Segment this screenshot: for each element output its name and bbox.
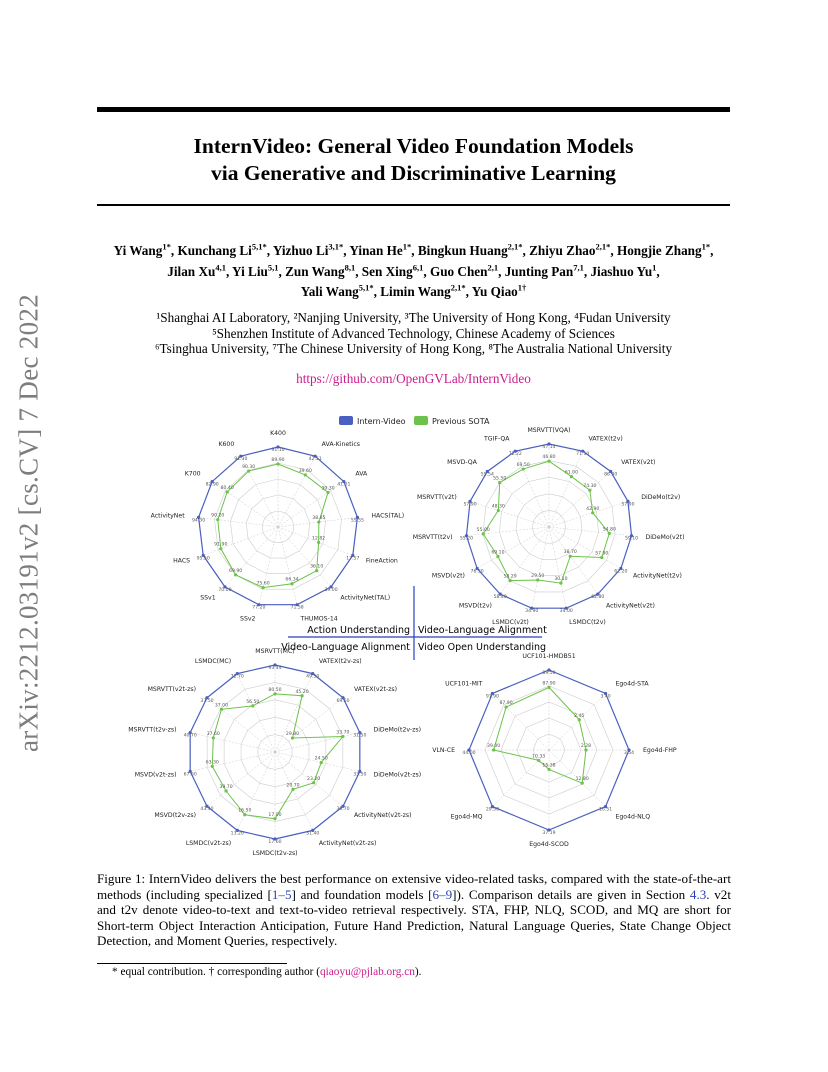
author-name: Kunchang Li [177,243,252,258]
radar-value-label: 58.29 [503,574,517,580]
author-name: Yizhuo Li [272,243,329,258]
author-name: Yi Wang [113,243,163,258]
author-affiliation-marker: 2,1 [487,262,499,273]
radar-value-label: 29.50 [531,574,545,580]
citation-link[interactable]: 1–5 [271,886,292,902]
radar-value-label: 82.90 [205,482,219,488]
author-name: Yu Qiao [471,284,518,299]
radar-axis-label: FineAction [365,557,398,565]
radar-value-label: 86.90 [604,472,618,478]
title-line-1: InternVideo: General Video Foundation Models [193,134,634,158]
citation-link[interactable]: 6–9 [432,886,453,902]
radar-value-label: 89.50 [542,671,556,676]
radar-spoke [549,527,598,594]
radar-value-label: 29.80 [285,732,300,738]
radar-value-label: 17.57 [346,556,360,562]
radar-value-label: 34.90 [525,609,539,615]
radar-value-label: 66.34 [285,577,299,583]
radar-chart [128,648,421,857]
author-name: Sen Xing [361,263,413,279]
radar-axis-label: MSRVTT(MC) [255,648,295,655]
author-name: Yali Wang [300,284,359,299]
radar-value-label: 39.30 [321,486,335,492]
radar-value-label: 36.10 [310,564,324,570]
radar-value-label: 74.30 [583,484,597,490]
radar-value-label: 91.90 [485,694,500,700]
radar-value-label: 91.10 [271,448,285,453]
radar-axis-label: SSv1 [200,594,216,602]
radar-value-label: 39.70 [219,785,233,791]
quadrant-label: Video-Language Alignment [281,642,410,653]
radar-value-label: 71.10 [576,452,590,458]
radar-value-label: 87.90 [542,681,556,687]
radar-value-label: 62.20 [614,569,628,575]
radar-value-label: 91.30 [234,457,248,463]
radar-spoke [190,752,275,771]
radar-axis-label: VATEX(v2t) [621,459,656,467]
radar-value-label: 33.70 [336,730,350,736]
radar-axis-label: DiDeMo(v2t-zs) [373,771,422,779]
author-line-2: Jilan Xu$^{4,1}$, Yi Liu$^{5,1}$, Zun Wang$^{8,1}$, Sen Xing$^{6,1}$, Guo Chen$^{2,1}$, Junting Pan$^{7,1}$, Jiashuo Yu$^1$, [167,262,660,279]
radar-axis-label: DiDeMo(t2v) [641,494,681,502]
radar-axis-label: K400 [270,430,286,437]
radar-spoke [278,527,297,605]
quadrant-label: Action Understanding [307,625,410,636]
radar-value-label: 48.30 [491,504,505,510]
radar-value-label: 49.50 [306,674,320,680]
section-link[interactable]: 4.3 [689,886,707,902]
radar-value-label: 55.00 [476,527,490,533]
legend-label: Intern-Video [357,417,406,426]
radar-value-label: 95.50 [196,556,210,562]
radar-value-label: 80.40 [220,485,234,491]
radar-chart [413,427,685,626]
radar-value-label: 61.00 [564,470,579,476]
radar-value-label: 2.45 [574,713,585,719]
radar-spoke [500,527,549,594]
radar-chart [432,653,677,848]
author-name: Junting Pan [504,263,574,279]
author-affiliation-marker: 2,1* [507,241,523,252]
radar-axis-label: Ego4d-SCOD [529,841,569,848]
radar-value-label: 63.30 [205,760,219,766]
radar-value-label: 57.90 [463,502,477,508]
radar-axis-label: LSMDC(MC) [194,658,232,666]
radar-axis-label: LSMDC(v2t-zs) [185,839,232,847]
radar-value-label: 58.40 [493,595,507,601]
radar-spoke [470,501,549,527]
radar-axis-label: K600 [218,440,235,448]
radar-axis-label: K700 [184,470,201,478]
radar-axis-label: Ego4d-STA [615,680,649,688]
email-link[interactable]: qiaoyu@pjlab.org.cn [320,966,415,978]
radar-value-label: 80.50 [268,687,282,693]
radar-value-label: 37.60 [206,731,220,737]
radar-spoke [259,527,278,605]
affiliation-line: ¹Shanghai AI Laboratory, ²Nanjing University, ³The University of Hong Kong, ⁴Fudan University [156,310,671,325]
author-affiliation-marker: 2,1* [450,282,466,293]
radar-value-label: 71.58 [290,605,304,611]
radar-value-label: 42.51 [308,457,322,463]
radar-value-label: 29.50 [485,807,500,813]
radar-value-label: 24.50 [314,756,328,762]
radar-value-label: 77.20 [252,605,266,611]
author-name: Bingkun Huang [417,243,508,258]
radar-value-label: 16.51 [598,807,613,813]
radar-value-label: 55.55 [350,518,364,524]
radar-value-label: 55.50 [493,476,507,482]
radar-axis-label: DiDeMo(v2t) [645,534,685,542]
radar-value-label: 56.50 [246,699,260,705]
radar-value-label: 93.44 [268,666,282,671]
author-name: Limin Wang [380,284,451,299]
radar-value-label: 87.90 [499,701,513,707]
radar-axis-label: ActivityNet(v2t) [606,602,655,610]
author-affiliation-marker: 5,1* [251,241,267,252]
author-affiliation-marker: 5,1 [267,262,279,273]
title-line-2: via Generative and Discriminative Learning [211,161,616,185]
radar-value-label: 17.00 [268,812,282,818]
radar-value-label: 39.00 [324,587,338,593]
author-line-1: Yi Wang$^{1*}$, Kunchang $Li^{5,1*}$, Yizhuo $Li^{3,1*}$, Yinan $He^{1*}$, Bingkun Huang$^{2,1*}$, Zhiyu Zhao$^{2,1*}$, Hongjie Zhang$^{1*}$, [113,241,714,258]
quadrant-label: Video Open Understanding [418,642,547,653]
author-name: Guo Chen [429,263,488,279]
radar-value-label: 39.60 [298,468,312,474]
radar-value-label: 62.80 [591,595,605,601]
author-affiliation-marker: 2,1* [595,241,611,252]
author-affiliation-marker: 3,1* [328,241,344,252]
radar-spoke [549,451,583,527]
radar-axis-label: ActivityNet [150,512,185,520]
radar-axis-label: MSRVTT(v2t-zs) [147,686,197,694]
radar-axis-label: Ego4d-FHP [643,747,677,754]
radar-axis-label: MSRVTT(VQA) [527,427,571,434]
radar-axis-label: LSMDC(t2v) [569,618,606,626]
radar-spoke [278,456,315,527]
caption-text: . v2t and t2v denote video-to-text and text-to-video retrieval respectively. STA, FHP, NLQ, SCOD, and MQ are short for Short-term Object Interaction Anticipation, Future Hand Prediction, Natural Language Queries, State Change Object Detection, and Moment Queries, respectively. [97,886,731,949]
radar-value-label: 72.70 [230,674,244,680]
radar-axis-label: LSMDC(v2t) [492,618,529,626]
radar-value-label: 43.40 [200,807,214,813]
radar-value-label: 13.20 [230,831,244,837]
radar-spoke [190,733,275,752]
author-affiliation-marker: 1* [402,241,412,252]
radar-value-label: 75.60 [256,581,270,587]
radar-axis-label: UCF101-MIT [445,680,483,688]
radar-axis-label: VATEX(v2t-zs) [353,686,398,694]
radar-axis-label: MSRVTT(v2t) [416,494,457,502]
radar-axis-label: UCF101-HMDB51 [522,653,576,660]
footnote-rule [97,963,287,964]
author-affiliation-marker: 1* [162,241,171,252]
radar-axis-label: VATEX(t2v) [588,435,623,443]
radar-value-label: 3.40 [600,694,611,700]
caption-text: ] and foundation models [ [291,886,433,902]
radar-value-label: 15.38 [542,763,556,769]
legend-swatch-internvideo [339,416,353,425]
author-line-3: Yali Wang$^{5,1*}$, Limin Wang$^{2,1*}$, Yu Qiao$^{1\dagger}$ [300,282,527,299]
radar-value-label: 69.50 [516,463,530,469]
radar-value-label: 44.00 [462,751,476,756]
caption-text: Figure 1: InternVideo delivers the best performance on extensive video-related tasks, compared with the state-of-the-art methods (including specialized [ [97,871,731,902]
radar-axis-label: MSVD(v2t-zs) [134,771,177,779]
radar-value-label: 90.30 [242,465,256,471]
radar-axis-label: MSVD(v2t) [431,572,465,580]
radar-axis-label: MSVD(t2v-zs) [154,811,197,819]
radar-value-label: 37.19 [542,831,556,836]
radar-value-label: 72.22 [508,452,522,458]
radar-axis-label: VATEX(t2v-zs) [318,658,362,666]
radar-value-label: 38.70 [563,550,577,556]
radar-value-label: 23.20 [307,776,321,782]
radar-value-label: 17.60 [268,840,282,845]
radar-value-label: 39.00 [487,744,501,749]
radar-value-label: 47.14 [542,445,556,450]
radar-axis-label: MSVD(t2v) [458,602,492,610]
radar-chart [151,430,404,622]
radar-axis-label: MSVD-QA [447,459,477,467]
radar-axis-label: Ego4d-NLQ [615,813,651,821]
radar-spoke [203,527,278,555]
radar-value-label: 59.10 [624,536,639,542]
figure-legend [339,416,490,426]
radar-axis-label: SSv2 [240,615,256,623]
radar-value-label: 31.50 [353,733,367,739]
radar-value-label: 12.82 [312,536,326,542]
radar-value-label: 54.80 [602,527,616,533]
author-name: Jiashuo Yu [590,263,653,279]
author-affiliation-marker: 5,1* [358,282,374,293]
figure-caption [97,871,731,949]
footnote [112,966,422,978]
radar-value-label: 69.10 [491,550,505,556]
radar-value-label: 34.00 [559,609,573,615]
radar-value-label: 37.50 [200,698,214,704]
radar-axis-label: TGIF-QA [484,435,510,443]
radar-value-label: 67.60 [183,772,197,778]
footnote-text: * equal contribution. † corresponding author ( [112,966,320,978]
radar-axis-label: VLN-CE [432,747,455,754]
radar-axis-label: THUMOS-14 [300,615,338,623]
author-affiliation-marker: 7,1 [573,262,584,273]
radar-spoke [225,527,278,587]
affiliation-line: ⁵Shenzhen Institute of Advanced Technology, Chinese Academy of Sciences [212,325,615,341]
radar-value-label: 37.00 [214,703,229,709]
author-name: Zun Wang [285,263,345,279]
radar-value-label: 31.40 [306,831,320,837]
radar-axis-label: MSRVTT(t2v-zs) [128,726,177,734]
radar-value-label: 3.54 [623,751,635,756]
radar-value-label: 33.50 [353,772,367,778]
radar-axis-label: MSRVTT(t2v) [412,534,453,542]
radar-value-label: 76.30 [470,569,484,575]
author-affiliation-marker: 4,1 [215,262,226,273]
author-name: Jilan Xu [167,263,216,279]
radar-value-label: 70.00 [218,587,232,593]
author-affiliation-marker: 1* [701,241,711,252]
author-affiliation-marker: 8,1 [344,262,356,273]
radar-axis-label: HACS(TAL) [371,512,405,520]
radar-value-label: 69.50 [336,698,350,704]
author-affiliation-marker: 1† [517,282,527,293]
radar-axis-label: HACS [173,557,191,565]
radar-axis-label: Ego4d-MQ [450,813,483,821]
radar-axis-label: ActivityNet(TAL) [340,594,391,602]
radar-value-label: 94.30 [192,518,206,524]
legend-swatch-prev-sota [414,416,428,425]
radar-value-label: 2.28 [580,744,592,749]
radar-value-label: 69.90 [229,568,243,574]
radar-value-label: 55.54 [480,472,494,478]
radar-axis-label: ActivityNet(v2t-zs) [353,811,412,819]
caption-text: ]). Comparison details are given in Section [452,886,690,902]
radar-axis-label: AVA [355,470,368,478]
radar-value-label: 20.70 [286,783,300,789]
author-name: Yi Liu [232,263,268,279]
radar-value-label: 57.90 [595,551,609,557]
radar-value-label: 38.85 [312,516,326,522]
affiliation-line: ⁶Tsinghua University, ⁷The Chinese University of Hong Kong, ⁸The Australia National University [154,341,673,356]
radar-value-label: 12.80 [575,777,589,783]
radar-value-label: 46.80 [542,455,556,461]
radar-value-label: 91.90 [214,542,228,548]
author-name: Hongjie Zhang [616,243,702,258]
radar-value-label: 55.20 [459,536,474,542]
radar-axis-label: ActivityNet(t2v) [633,572,682,580]
radar-axis-label: AVA-Kinetics [321,440,360,448]
radar-value-label: 89.90 [271,458,285,464]
radar-value-label: 42.90 [586,506,600,512]
legend-label: Previous SOTA [432,417,490,426]
arxiv-stamp-text: arXiv:2212.03191v2 [cs.CV] 7 Dec 2022 [13,293,44,753]
author-name: Zhiyu Zhao [529,243,596,258]
radar-value-label: 57.90 [621,502,635,508]
github-link[interactable]: https://github.com/OpenGVLab/InternVideo [296,371,531,386]
radar-value-label: 16.50 [238,808,252,814]
footnote-text: ). [414,966,422,978]
radar-value-label: 45.20 [295,689,309,695]
radar-value-label: 10.33 [532,754,546,760]
radar-value-label: 30.10 [554,577,568,583]
radar-axis-label: DiDeMo(t2v-zs) [373,726,422,734]
radar-value-label: 40.70 [183,733,197,739]
radar-value-label: 90.20 [211,513,225,519]
radar-value-label: 41.01 [337,482,351,488]
author-affiliation-marker: 6,1 [412,262,424,273]
radar-value-label: 30.70 [336,807,350,813]
radar-axis-label: ActivityNet(v2t-zs) [318,839,377,847]
radar-spoke [549,471,611,527]
author-name: Yinan He [349,243,403,258]
radar-spoke [549,501,628,527]
quadrant-label: Video-Language Alignment [418,625,547,636]
author-affiliation-marker: 1 [652,262,657,273]
radar-spoke [275,752,360,771]
radar-axis-label: LSMDC(t2v-zs) [252,850,298,857]
